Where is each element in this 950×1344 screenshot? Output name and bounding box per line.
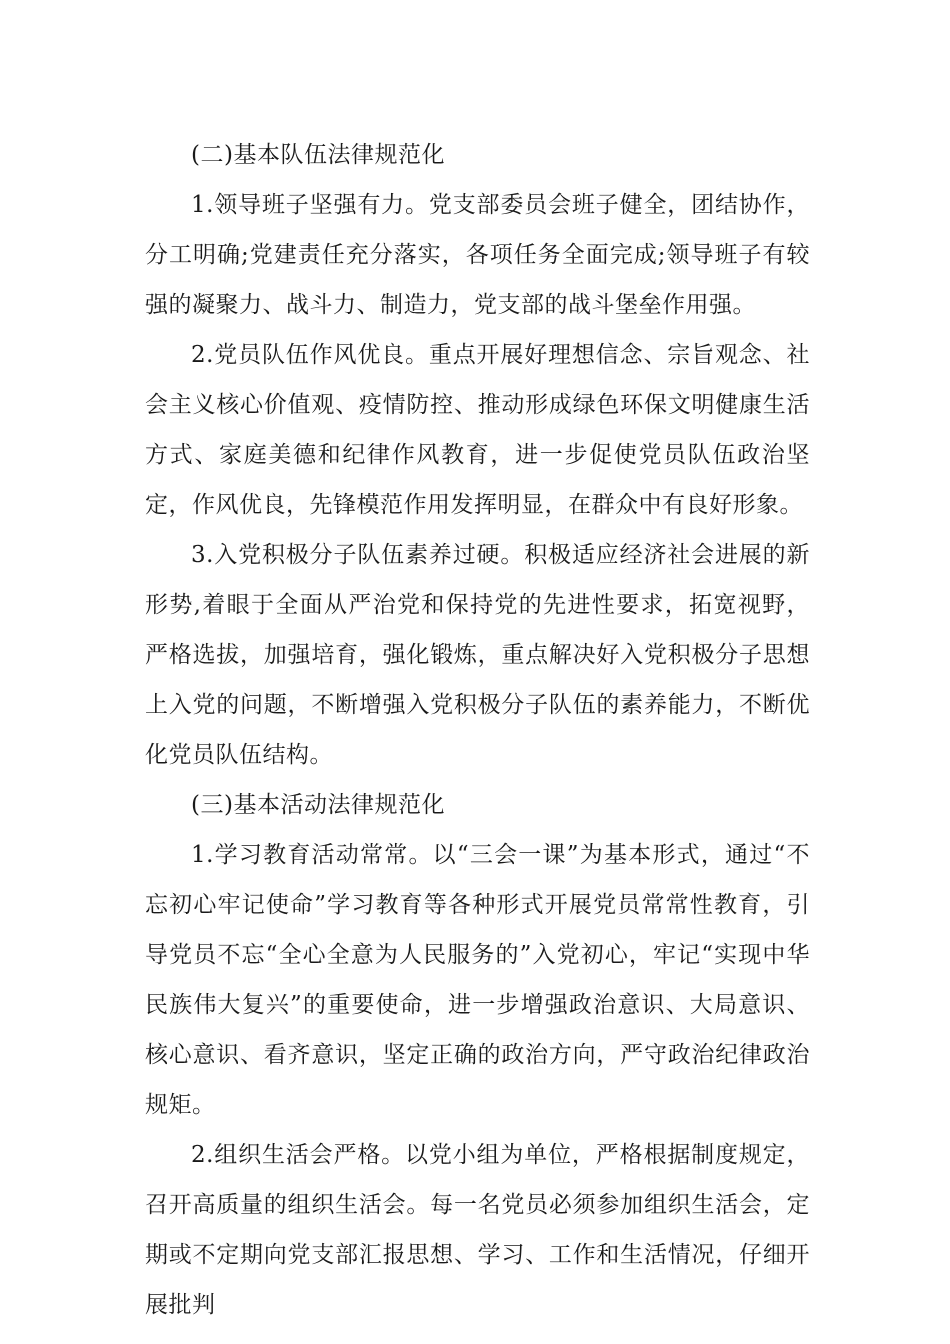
section-heading-basic-activities: (三)基本活动法律规范化 — [191, 792, 445, 818]
paragraph-study-education: 1.学习教育活动常常。以“三会一课”为基本形式，通过“不忘初心牢记使命”学习教育等各种形式开展党员常常性教育，引导党员不忘“全心全意为人民服务的”入党初心，牢记“实现中华民族伟大复兴”的重要使命，进一步增强政治意识、大局意识、核心意识、看齐意识，坚定正确的政治方向，严守政治纪律政治规矩。 — [145, 842, 810, 1118]
paragraph-organizational-life: 2.组织生活会严格。以党小组为单位，严格根据制度规定，召开高质量的组织生活会。每一名党员必须参加组织生活会，定期或不定期向党支部汇报思想、学习、工作和生活情况，仔细开展批判 — [145, 1142, 810, 1318]
paragraph-activists: 3.入党积极分子队伍素养过硬。积极适应经济社会进展的新形势,着眼于全面从严治党和保持党的先进性要求，拓宽视野，严格选拔，加强培育，强化锻炼，重点解决好入党积极分子思想上入党的问题，不断增强入党积极分子队伍的素养能力，不断优化党员队伍结构。 — [145, 542, 810, 768]
section-heading-basic-team: (二)基本队伍法律规范化 — [191, 142, 445, 168]
paragraph-party-members: 2.党员队伍作风优良。重点开展好理想信念、宗旨观念、社会主义核心价值观、疫情防控、推动形成绿色环保文明健康生活方式、家庭美德和纪律作风教育，进一步促使党员队伍政治坚定，作风优良，先锋模范作用发挥明显，在群众中有良好形象。 — [145, 342, 810, 518]
document-body — [145, 130, 810, 1330]
paragraph-leadership: 1.领导班子坚强有力。党支部委员会班子健全，团结协作，分工明确;党建责任充分落实，各项任务全面完成;领导班子有较强的凝聚力、战斗力、制造力，党支部的战斗堡垒作用强。 — [145, 192, 810, 318]
